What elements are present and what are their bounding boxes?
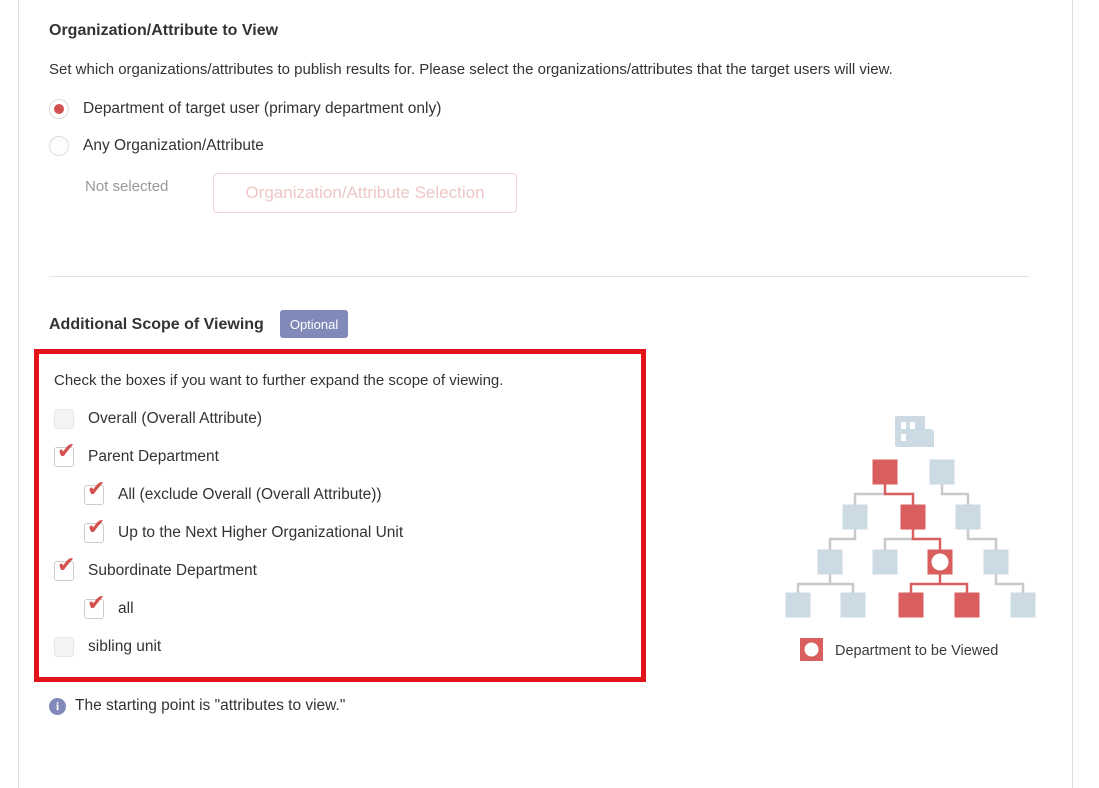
checkbox-label: sibling unit xyxy=(88,638,162,655)
radio-selected-icon[interactable] xyxy=(49,99,69,119)
checkbox-label: Overall (Overall Attribute) xyxy=(88,410,262,427)
section-description: Set which organizations/attributes to publish results for. Please select the organizations/attributes that the target users will view. xyxy=(49,61,893,78)
diagram-legend xyxy=(800,638,998,661)
tree-connectors-gray xyxy=(798,484,1023,593)
checkbox-label: Parent Department xyxy=(88,448,219,465)
radio-option-any-organization[interactable] xyxy=(49,136,1029,156)
checkbox-row-all-exclude-overall[interactable] xyxy=(84,485,641,505)
checkbox-unchecked-icon[interactable] xyxy=(54,409,74,429)
note-row xyxy=(49,697,1029,715)
checkbox-row-parent-department[interactable] xyxy=(54,447,641,467)
optional-badge: Optional xyxy=(280,310,348,338)
checkbox-label: Subordinate Department xyxy=(88,562,257,579)
radio-label: Any Organization/Attribute xyxy=(83,137,264,154)
checkbox-checked-icon[interactable] xyxy=(84,599,104,619)
checkbox-label: Up to the Next Higher Organizational Unit xyxy=(118,524,404,541)
checkbox-row-sibling-unit[interactable] xyxy=(54,637,641,657)
checkbox-unchecked-icon[interactable] xyxy=(54,637,74,657)
checkbox-row-subordinate-department[interactable] xyxy=(54,561,641,581)
organization-selection-row xyxy=(85,173,1029,213)
checkbox-checked-icon[interactable] xyxy=(54,447,74,467)
page-title: Organization/Attribute to View xyxy=(49,22,279,39)
radio-unselected-icon[interactable] xyxy=(49,136,69,156)
highlighted-scope-box xyxy=(34,349,646,682)
radio-label: Department of target user (primary department only) xyxy=(83,100,442,117)
additional-scope-header xyxy=(49,310,1029,338)
checkbox-row-next-higher-unit[interactable] xyxy=(84,523,641,543)
company-building-icon xyxy=(895,416,934,447)
checkbox-row-all[interactable] xyxy=(84,599,641,619)
legend-label: Department to be Viewed xyxy=(835,643,999,659)
organization-attribute-selection-button[interactable]: Organization/Attribute Selection xyxy=(213,173,517,213)
radio-option-target-user-department[interactable] xyxy=(49,99,1029,119)
settings-panel xyxy=(18,0,1073,788)
checkbox-checked-icon[interactable] xyxy=(84,523,104,543)
checkbox-label: All (exclude Overall (Overall Attribute)) xyxy=(118,486,382,503)
org-hierarchy-diagram xyxy=(761,403,1041,668)
checkbox-checked-icon[interactable] xyxy=(84,485,104,505)
not-selected-status: Not selected xyxy=(85,178,169,195)
section-divider xyxy=(49,276,1029,277)
checkbox-checked-icon[interactable] xyxy=(54,561,74,581)
info-icon xyxy=(49,698,66,715)
checkbox-row-overall[interactable] xyxy=(54,409,641,429)
department-to-view-node xyxy=(928,550,953,575)
org-attribute-radio-group xyxy=(49,99,1029,213)
checkbox-label: all xyxy=(118,600,134,617)
note-text: The starting point is "attributes to view." xyxy=(75,697,346,714)
scope-instruction: Check the boxes if you want to further expand the scope of viewing. xyxy=(54,372,504,389)
additional-scope-title: Additional Scope of Viewing xyxy=(49,315,264,333)
